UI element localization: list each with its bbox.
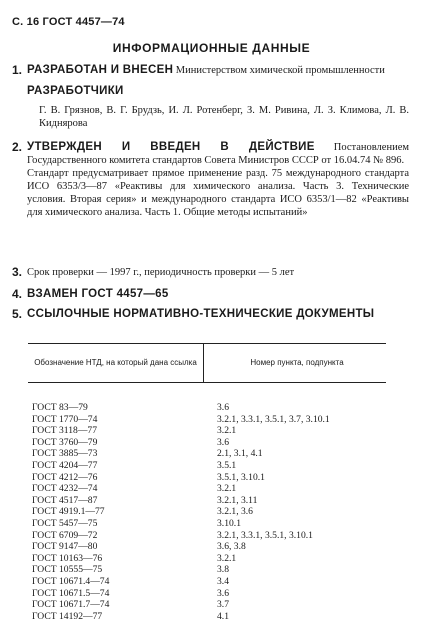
clause-numbers: 3.2.1, 3.11 xyxy=(217,494,258,506)
document-designation: ГОСТ 4919.1—77 xyxy=(32,506,105,518)
clause-numbers: 3.6 xyxy=(217,436,229,448)
document-designation: ГОСТ 9147—80 xyxy=(32,541,98,553)
clause-numbers: 3.2.1, 3.3.1, 3.5.1, 3.10.1 xyxy=(217,529,313,541)
standard-note: Стандарт предусматривает прямое применение разд. 75 международного стандарта ИСО 6353/3—87 «Реактивы для химического анализа. Часть 3. Технические условия. Вторая серия» и международного стандарта ИСО 6353/1—82 «Реактивы для химического анализа. Часть 1. Общие методы испытаний» xyxy=(27,168,409,218)
clause-numbers: 3.2.1, 3.6 xyxy=(217,506,253,518)
section-text: Срок проверки — 1997 г., периодичность проверки — 5 лет xyxy=(27,267,295,278)
table-row xyxy=(28,611,386,623)
document-designation: ГОСТ 83—79 xyxy=(32,402,88,413)
developers-list: Г. В. Грязнов, В. Г. Брудзь, И. Л. Ротенберг, З. М. Ривина, Л. З. Климова, Л. В. Киднярова xyxy=(39,105,409,129)
clause-numbers: 3.6 xyxy=(217,587,229,599)
table-body xyxy=(28,383,386,622)
section-heading: УТВЕРЖДЕН И ВВЕДЕН В ДЕЙСТВИЕ xyxy=(27,141,315,153)
table-row xyxy=(28,541,386,553)
document-designation: ГОСТ 10671.4—74 xyxy=(32,575,110,587)
table-row xyxy=(28,530,386,542)
document-designation: ГОСТ 10671.7—74 xyxy=(32,599,110,611)
section-text: Постановлением Государственного комитета стандартов Совета Министров СССР от 16.04.74 № 896. xyxy=(27,142,409,166)
column-header-document: Обозначение НТД, на который дана ссылка xyxy=(28,344,204,382)
section-heading: ССЫЛОЧНЫЕ НОРМАТИВНО-ТЕХНИЧЕСКИЕ ДОКУМЕНТЫ xyxy=(27,308,375,320)
document-designation: ГОСТ 3885—73 xyxy=(32,448,98,460)
table-row xyxy=(28,425,386,437)
section-number: 5. xyxy=(12,307,23,321)
document-designation: ГОСТ 6709—72 xyxy=(32,529,98,541)
clause-numbers: 3.5.1, 3.10.1 xyxy=(217,471,265,483)
document-designation: ГОСТ 3118—77 xyxy=(32,425,98,437)
section-5 xyxy=(12,308,409,321)
document-designation: ГОСТ 10555—75 xyxy=(32,564,103,576)
document-designation: ГОСТ 4204—77 xyxy=(32,459,98,471)
table-row xyxy=(28,402,386,414)
table-row xyxy=(28,599,386,611)
section-heading: ВЗАМЕН ГОСТ 4457—65 xyxy=(27,288,169,300)
section-4 xyxy=(12,288,409,301)
clause-numbers: 3.2.1 xyxy=(217,483,237,495)
table-row xyxy=(28,472,386,484)
clause-numbers: 3.7 xyxy=(217,599,229,611)
document-designation: ГОСТ 10163—76 xyxy=(32,552,103,564)
clause-numbers: 3.8 xyxy=(217,564,229,576)
table-row xyxy=(28,518,386,530)
document-designation: ГОСТ 4212—76 xyxy=(32,471,98,483)
clause-numbers: 3.5.1 xyxy=(217,459,237,471)
clause-numbers: 2.1, 3.1, 4.1 xyxy=(217,448,263,460)
table-row xyxy=(28,483,386,495)
section-number: 4. xyxy=(12,287,23,301)
table-row xyxy=(28,460,386,472)
clause-numbers: 3.6 xyxy=(217,402,229,413)
section-number: 1. xyxy=(12,63,23,77)
document-designation: ГОСТ 5457—75 xyxy=(32,517,98,529)
section-heading: РАЗРАБОТАН И ВНЕСЕН xyxy=(27,64,174,76)
document-designation: ГОСТ 4232—74 xyxy=(32,483,98,495)
page-header: С. 16 ГОСТ 4457—74 xyxy=(12,16,125,28)
references-table xyxy=(28,343,386,622)
clause-numbers: 4.1 xyxy=(217,610,229,622)
document-title: ИНФОРМАЦИОННЫЕ ДАННЫЕ xyxy=(112,41,311,55)
section-3 xyxy=(12,266,409,279)
clause-numbers: 3.2.1, 3.3.1, 3.5.1, 3.7, 3.10.1 xyxy=(217,413,330,425)
section-text: Министерством химической промышленности xyxy=(175,65,385,76)
table-row xyxy=(28,553,386,565)
table-row xyxy=(28,506,386,518)
developers-heading: РАЗРАБОТЧИКИ xyxy=(27,85,124,97)
section-number: 3. xyxy=(12,265,23,279)
clause-numbers: 3.2.1 xyxy=(217,552,237,564)
section-number: 2. xyxy=(12,140,23,154)
document-designation: ГОСТ 3760—79 xyxy=(32,436,98,448)
table-row xyxy=(28,414,386,426)
clause-numbers: 3.4 xyxy=(217,575,229,587)
document-designation: ГОСТ 10671.5—74 xyxy=(32,587,110,599)
clause-numbers: 3.10.1 xyxy=(217,517,241,529)
table-row xyxy=(28,588,386,600)
table-row xyxy=(28,437,386,449)
table-row xyxy=(28,576,386,588)
clause-numbers: 3.2.1 xyxy=(217,425,237,437)
clause-numbers: 3.6, 3.8 xyxy=(217,541,246,553)
table-row xyxy=(28,564,386,576)
section-1 xyxy=(12,64,409,130)
document-designation: ГОСТ 1770—74 xyxy=(32,413,98,425)
table-row xyxy=(28,448,386,460)
document-designation: ГОСТ 14192—77 xyxy=(32,610,103,622)
column-header-clause: Номер пункта, подпункта xyxy=(250,358,344,367)
table-header xyxy=(28,343,386,383)
table-row xyxy=(28,495,386,507)
section-2 xyxy=(12,141,409,219)
document-designation: ГОСТ 4517—87 xyxy=(32,494,98,506)
